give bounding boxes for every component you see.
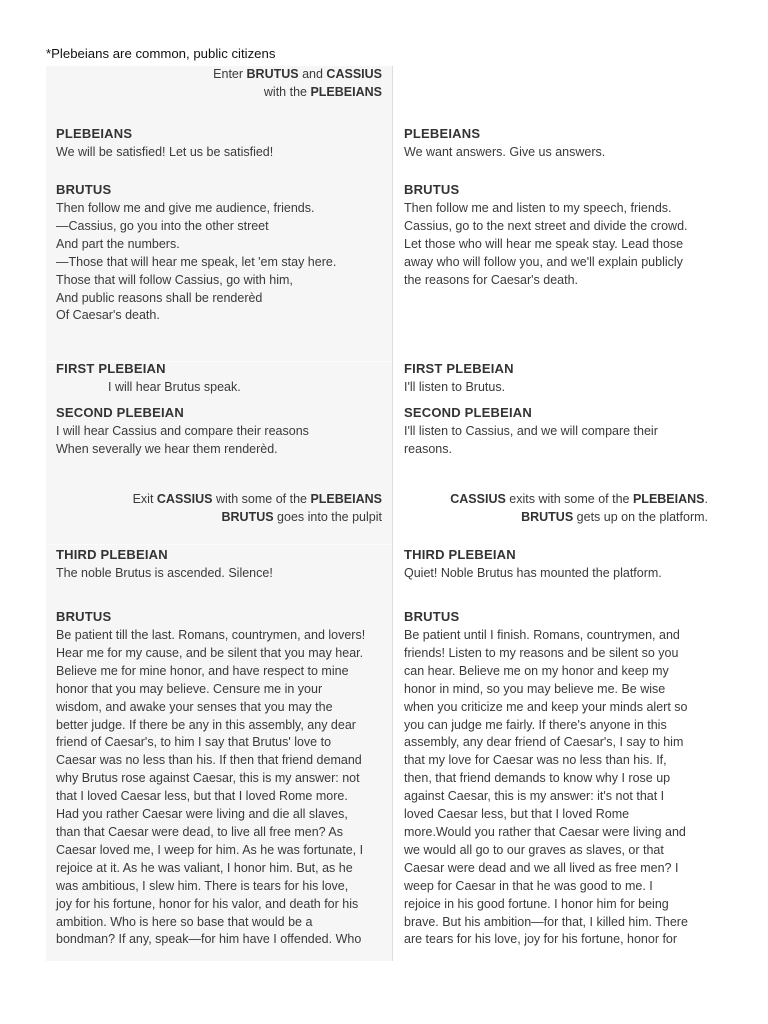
line-second-plebeian-modern: I'll listen to Cassius, and we will compare their reasons. <box>404 424 658 456</box>
footnote: *Plebeians are common, public citizens <box>46 46 276 61</box>
speaker-plebeians: PLEBEIANS <box>56 126 133 141</box>
stage-direction-enter: Enter BRUTUS and CASSIUS with the PLEBEIANS <box>213 67 382 99</box>
section-separator <box>46 544 392 545</box>
line-brutus-speech-modern: Be patient until I finish. Romans, countrymen, and friends! Listen to my reasons and be silent so you can hear. Believe me on my honor and keep my honor in mind, so you may believe me. Be wise when you criticize me and keep your minds alert so you can judge me fairly. If there's anyone in this assembly, any dear friend of Caesar's, I say to him that my love for Caesar was no less than his. If, then, that friend demands to know why I rose up against Caesar, this is my answer: it's not that I loved Caesar less, but that I loved Rome more.Would you rather that Caesar were living and we would all go to our graves as slaves, or that Caesar were dead and we all lived as free men? I weep for Caesar in that he was good to me. I rejoice in his good fortune. I honor him for being brave. But his ambition—for that, I killed him. There are tears for his love, joy for his fortune, honor for <box>404 628 688 947</box>
line-first-plebeian: I will hear Brutus speak. <box>108 380 241 394</box>
stage-direction-exit: Exit CASSIUS with some of the PLEBEIANS BRUTUS goes into the pulpit <box>132 492 382 524</box>
line-brutus: Then follow me and give me audience, friends. —Cassius, go you into the other street And part the numbers. —Those that will hear me speak, let 'em stay here. Those that will follow Cassius, go with him, And public reasons shall be renderèd Of Caesar's death. <box>56 201 337 323</box>
speaker-plebeians-modern: PLEBEIANS <box>404 126 481 141</box>
speaker-brutus-modern: BRUTUS <box>404 182 460 197</box>
line-brutus-speech: Be patient till the last. Romans, countrymen, and lovers! Hear me for my cause, and be silent that you may hear. Believe me for mine honor, and have respect to mine honor that you may believe. Censure me in your wisdom, and awake your senses that you may the better judge. If there be any in this assembly, any dear friend of Caesar's, to him I say that Brutus' love to Caesar was no less than his. If then that friend demand why Brutus rose against Caesar, this is my answer: not that I loved Caesar less, but that I loved Rome more. Had you rather Caesar were living and die all slaves, than that Caesar were dead, to live all free men? As Caesar loved me, I weep for him. As he was fortunate, I rejoice at it. As he was valiant, I honor him. But, as he was ambitious, I slew him. There is tears for his love, joy for his fortune, honor for his valor, and death for his ambition. Who is here so base that would be a bondman? If any, speak—for him have I offended. Who <box>56 628 366 947</box>
script-page <box>46 66 716 961</box>
speaker-brutus-speech: BRUTUS <box>56 609 112 624</box>
speaker-third-plebeian-modern: THIRD PLEBEIAN <box>404 547 516 562</box>
speaker-second-plebeian-modern: SECOND PLEBEIAN <box>404 405 532 420</box>
line-plebeians-modern: We want answers. Give us answers. <box>404 145 606 159</box>
column-divider <box>392 66 393 961</box>
line-brutus-modern: Then follow me and listen to my speech, friends. Cassius, go to the next street and divide the crowd. Let those who will hear me speak stay. Lead those away who will follow you, and we'll explain publicly the reasons for Caesar's death. <box>404 201 688 287</box>
speaker-brutus-speech-modern: BRUTUS <box>404 609 460 624</box>
speaker-second-plebeian: SECOND PLEBEIAN <box>56 405 184 420</box>
speaker-first-plebeian-modern: FIRST PLEBEIAN <box>404 361 514 376</box>
original-text-column <box>46 66 392 961</box>
line-first-plebeian-modern: I'll listen to Brutus. <box>404 380 506 394</box>
line-third-plebeian: The noble Brutus is ascended. Silence! <box>56 566 273 580</box>
line-third-plebeian-modern: Quiet! Noble Brutus has mounted the platform. <box>404 566 662 580</box>
line-plebeians: We will be satisfied! Let us be satisfied! <box>56 145 274 159</box>
line-second-plebeian: I will hear Cassius and compare their reasons When severally we hear them renderèd. <box>56 424 309 456</box>
speaker-brutus: BRUTUS <box>56 182 112 197</box>
speaker-first-plebeian: FIRST PLEBEIAN <box>56 361 166 376</box>
speaker-third-plebeian: THIRD PLEBEIAN <box>56 547 168 562</box>
stage-direction-exit-modern: CASSIUS exits with some of the PLEBEIANS. BRUTUS gets up on the platform. <box>450 492 708 524</box>
modern-text-column <box>395 66 716 961</box>
